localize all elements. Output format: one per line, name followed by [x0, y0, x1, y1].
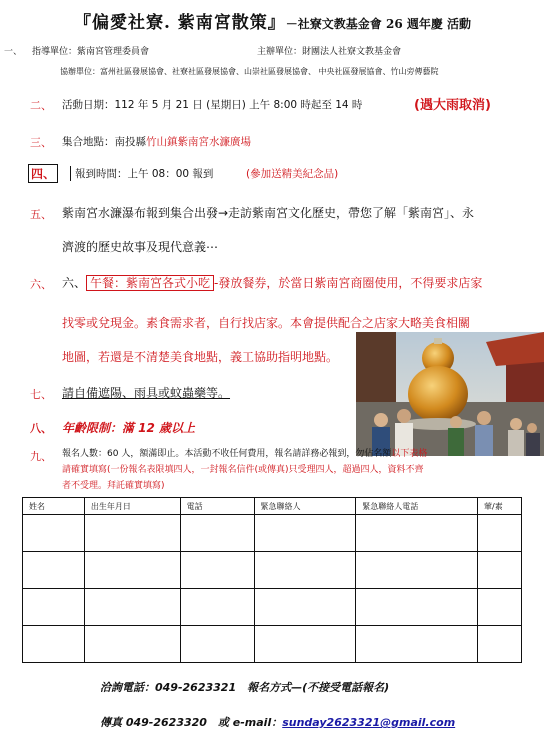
section-7-num: 七、	[30, 388, 52, 401]
section-6-num: 六、	[30, 278, 52, 291]
table-row	[23, 626, 522, 663]
cell-phone[interactable]	[180, 515, 254, 552]
section-8-num: 八、	[30, 422, 52, 435]
section-9-num: 九、	[30, 450, 52, 463]
cell-emergency-phone[interactable]	[356, 589, 478, 626]
location-county: 南投縣	[114, 136, 146, 148]
cell-diet[interactable]	[478, 626, 522, 663]
lunch-label: 午餐：紫南宮各式小吃	[86, 275, 214, 291]
temple-photo	[356, 332, 544, 456]
header-phone: 電話	[180, 498, 254, 515]
section-9-line-1	[62, 448, 542, 460]
cell-birthdate[interactable]	[84, 552, 180, 589]
section-6-line-2: 找零或兌現金。素食需求者，自行找店家。本會提供配合之店家大略美食相關	[62, 316, 471, 330]
cell-name[interactable]	[23, 626, 85, 663]
header-emergency-contact: 緊急聯絡人	[254, 498, 356, 515]
section-9-line-3: 者不受理。拜託確實填寫)	[62, 481, 165, 491]
title-sub: －社寮文教基金會 26 週年慶 活動	[285, 17, 472, 31]
cell-emergency-contact[interactable]	[254, 626, 356, 663]
location-label: 集合地點：	[62, 136, 115, 148]
page-title	[0, 8, 545, 33]
section-2-num: 二、	[30, 99, 52, 112]
table-row	[23, 589, 522, 626]
section-5-line-1: 紫南宮水濂瀑布報到集合出發→走訪紫南宮文化歷史，帶您了解「紫南宮」、永	[62, 206, 475, 220]
section-7-text: 請自備遮陽、雨具或蚊蟲藥等。	[62, 386, 231, 400]
section-3-num: 三、	[30, 136, 52, 149]
footer-fax-email	[100, 714, 455, 730]
section-5-line-2: 濟渡的歷史故事及現代意義⋯	[62, 240, 219, 254]
header-emergency-phone: 緊急聯絡人電話	[356, 498, 478, 515]
section-2-note: (遇大雨取消)	[414, 98, 491, 113]
cell-emergency-contact[interactable]	[254, 552, 356, 589]
cell-birthdate[interactable]	[84, 626, 180, 663]
location-place: 竹山鎮紫南宮水濂廣場	[146, 136, 251, 148]
email-link[interactable]: sunday2623321@gmail.com	[282, 716, 456, 729]
cell-phone[interactable]	[180, 589, 254, 626]
fax-label: 傳真 049-2623320 或 e-mail：	[100, 716, 283, 729]
cell-name[interactable]	[23, 589, 85, 626]
header-diet: 葷/素	[478, 498, 522, 515]
table-row	[23, 552, 522, 589]
co-value: 富州社區發展協會、社寮社區發展協會、山崇社區發展協會、 中央社區發展協會、竹山旁傳藝院	[100, 67, 439, 76]
header-name: 姓名	[23, 498, 85, 515]
cell-emergency-phone[interactable]	[356, 515, 478, 552]
cell-emergency-contact[interactable]	[254, 515, 356, 552]
cell-diet[interactable]	[478, 589, 522, 626]
section-9-line-1a: 報名人數：60 人，額滿即止。本活動不收任何費用，報名請詳務必報到，勿佔名額	[62, 449, 392, 459]
co-label: 協辦單位：	[60, 67, 100, 76]
section-9-line-2: 請確實填寫(一份報名表限填四人，一封報名信件(或傳真)只受理四人，超過四人，資料不齊	[62, 465, 424, 475]
cell-emergency-phone[interactable]	[356, 626, 478, 663]
section-1-guide	[32, 46, 149, 58]
cell-phone[interactable]	[180, 552, 254, 589]
section-5-num: 五、	[30, 208, 52, 221]
cell-phone[interactable]	[180, 626, 254, 663]
section-1-co	[60, 66, 545, 78]
section-8-text: 年齡限制：滿 12 歲以上	[62, 421, 196, 435]
section-4-note: (參加送精美紀念品)	[246, 168, 339, 180]
table-header-row	[23, 498, 522, 515]
section-1-num: 一、	[4, 47, 23, 57]
header-birthdate: 出生年月日	[84, 498, 180, 515]
cell-emergency-phone[interactable]	[356, 552, 478, 589]
section-3-text	[62, 134, 251, 149]
section-4-text: 報到時間：上午 08：00 報到	[70, 166, 213, 181]
host-value: 財團法人社寮文教基金會	[302, 47, 402, 57]
cell-emergency-contact[interactable]	[254, 589, 356, 626]
section-6-line-1-rest: -發放餐券，於當日紫南宮商圈使用，不得要求店家	[214, 276, 483, 290]
section-6-prefix: 六、	[62, 276, 87, 290]
section-9-line-1b: 以下表格	[391, 449, 428, 459]
section-6-line-3: 地圖，若還是不清楚美食地點，義工協助指明地點。	[62, 350, 339, 364]
cell-diet[interactable]	[478, 515, 522, 552]
cell-birthdate[interactable]	[84, 515, 180, 552]
cell-birthdate[interactable]	[84, 589, 180, 626]
footer-phone-line: 洽詢電話：049-2623321 報名方式—(不接受電話報名)	[100, 681, 390, 694]
cell-diet[interactable]	[478, 552, 522, 589]
guide-label: 指導單位：	[32, 47, 78, 57]
section-6-line-1	[62, 276, 542, 290]
cell-name[interactable]	[23, 515, 85, 552]
section-4-num: 四、	[28, 164, 58, 183]
section-2-text: 活動日期：112 年 5 月 21 日 (星期日) 上午 8:00 時起至 14 時	[62, 99, 363, 111]
section-1-host	[257, 46, 401, 58]
title-main: 『偏愛社寮. 紫南宮散策』	[73, 13, 286, 33]
table-row	[23, 515, 522, 552]
guide-value: 紫南宮管理委員會	[77, 47, 150, 57]
registration-table	[22, 497, 522, 663]
cell-name[interactable]	[23, 552, 85, 589]
host-label: 主辦單位：	[257, 47, 303, 57]
temple-photo-illustration	[356, 332, 544, 456]
